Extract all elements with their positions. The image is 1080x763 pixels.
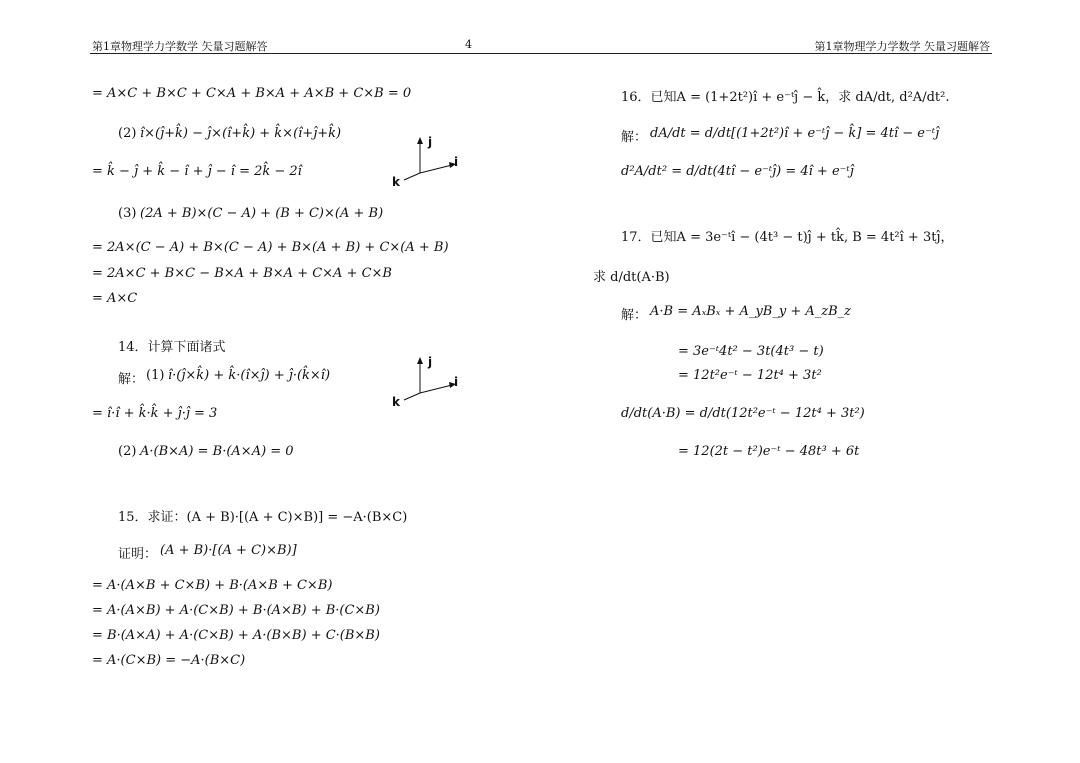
axis-i-label: i [454,155,459,169]
q14-part1-label: (1) [146,368,165,383]
q17-step4: d/dt(A·B) = d/dt(12t²e⁻ᵗ − 12t⁴ + 3t²) [621,406,865,421]
q16-title: 16．已知A = (1+2t²)î + e⁻ᵗĵ − k̂，求 dA/dt, d²A/dt². [621,90,950,105]
q15-step3: = B·(A×A) + A·(C×B) + A·(B×B) + C·(B×B) [92,628,380,643]
q14-part1-expression: î·(ĵ×k̂) + k̂·(î×ĵ) + ĵ·(k̂×î) [168,368,331,383]
q15-step2: = A·(A×B) + A·(C×B) + B·(A×B) + B·(C×B) [92,603,380,618]
q15-proof-expression: (A + B)·[(A + C)×B)] [160,543,297,558]
part3-step3: = A×C [92,291,138,306]
q17-step1: A·B = AₓBₓ + A_yB_y + A_zB_z [650,304,851,319]
axes-diagram-1 [390,135,470,195]
part3-step2: = 2A×C + B×C − B×A + B×A + C×A + C×B [92,266,392,281]
header-left: 第1章物理学力学数学 矢量习题解答 [92,40,268,53]
cross-sum-line: = A×C + B×C + C×A + B×A + A×B + C×B = 0 [92,86,412,101]
q17-title: 17．已知A = 3e⁻ᵗî − (4t³ − t)ĵ + tk̂, B = 4t²î + 3tĵ， [621,230,954,245]
q15-title: 15．求证：(A + B)·[(A + C)×B)] = −A·(B×C) [118,510,408,525]
q16-step1: dA/dt = d/dt[(1+2t²)î + e⁻ᵗĵ − k̂] = 4tî − e⁻ᵗĵ [650,126,940,141]
q17-step5: = 12(2t − t²)e⁻ᵗ − 48t³ + 6t [678,444,860,459]
part2-label: (2) [118,126,137,141]
q15-proof-label: 证明： [118,547,158,562]
part3-label: (3) [118,206,137,221]
axes-diagram-2 [390,355,470,415]
header-rule [90,53,992,54]
q17-step3: = 12t²e⁻ᵗ − 12t⁴ + 3t² [678,368,822,383]
part3-step1: = 2A×(C − A) + B×(C − A) + B×(A + B) + C×(A + B) [92,240,449,255]
axis-k-label: k [392,395,400,409]
q17-solution-label: 解： [621,308,648,323]
page-number: 4 [465,38,472,51]
header-right: 第1章物理学力学数学 矢量习题解答 [814,40,990,53]
axis-i-label: i [454,375,459,389]
q17-ask: 求 d/dt(A·B) [593,270,670,285]
q16-solution-label: 解： [621,130,648,145]
q15-step1: = A·(A×B + C×B) + B·(A×B + C×B) [92,578,333,593]
q14-part2-expression: A·(B×A) = B·(A×A) = 0 [140,444,294,459]
part2-result: = k̂ − ĵ + k̂ − î + ĵ − î = 2k̂ − 2î [92,164,302,179]
axis-j-label: j [428,135,433,149]
q16-step2: d²A/dt² = d/dt(4tî − e⁻ᵗĵ) = 4î + e⁻ᵗĵ [621,164,854,179]
part2-expression: î×(ĵ+k̂) − ĵ×(î+k̂) + k̂×(î+ĵ+k̂) [140,126,342,141]
q14-title: 14．计算下面诸式 [118,340,226,355]
q15-step4: = A·(C×B) = −A·(B×C) [92,653,246,668]
q14-part2-label: (2) [118,444,137,459]
axis-j-label: j [428,355,433,369]
axis-k-label: k [392,175,400,189]
part3-expression: (2A + B)×(C − A) + (B + C)×(A + B) [140,206,384,221]
q17-step2: = 3e⁻ᵗ4t² − 3t(4t³ − t) [678,344,824,359]
q14-part1-result: = î·î + k̂·k̂ + ĵ·ĵ = 3 [92,406,218,421]
q14-solution-label: 解： [118,372,145,387]
page-header [0,0,1080,56]
